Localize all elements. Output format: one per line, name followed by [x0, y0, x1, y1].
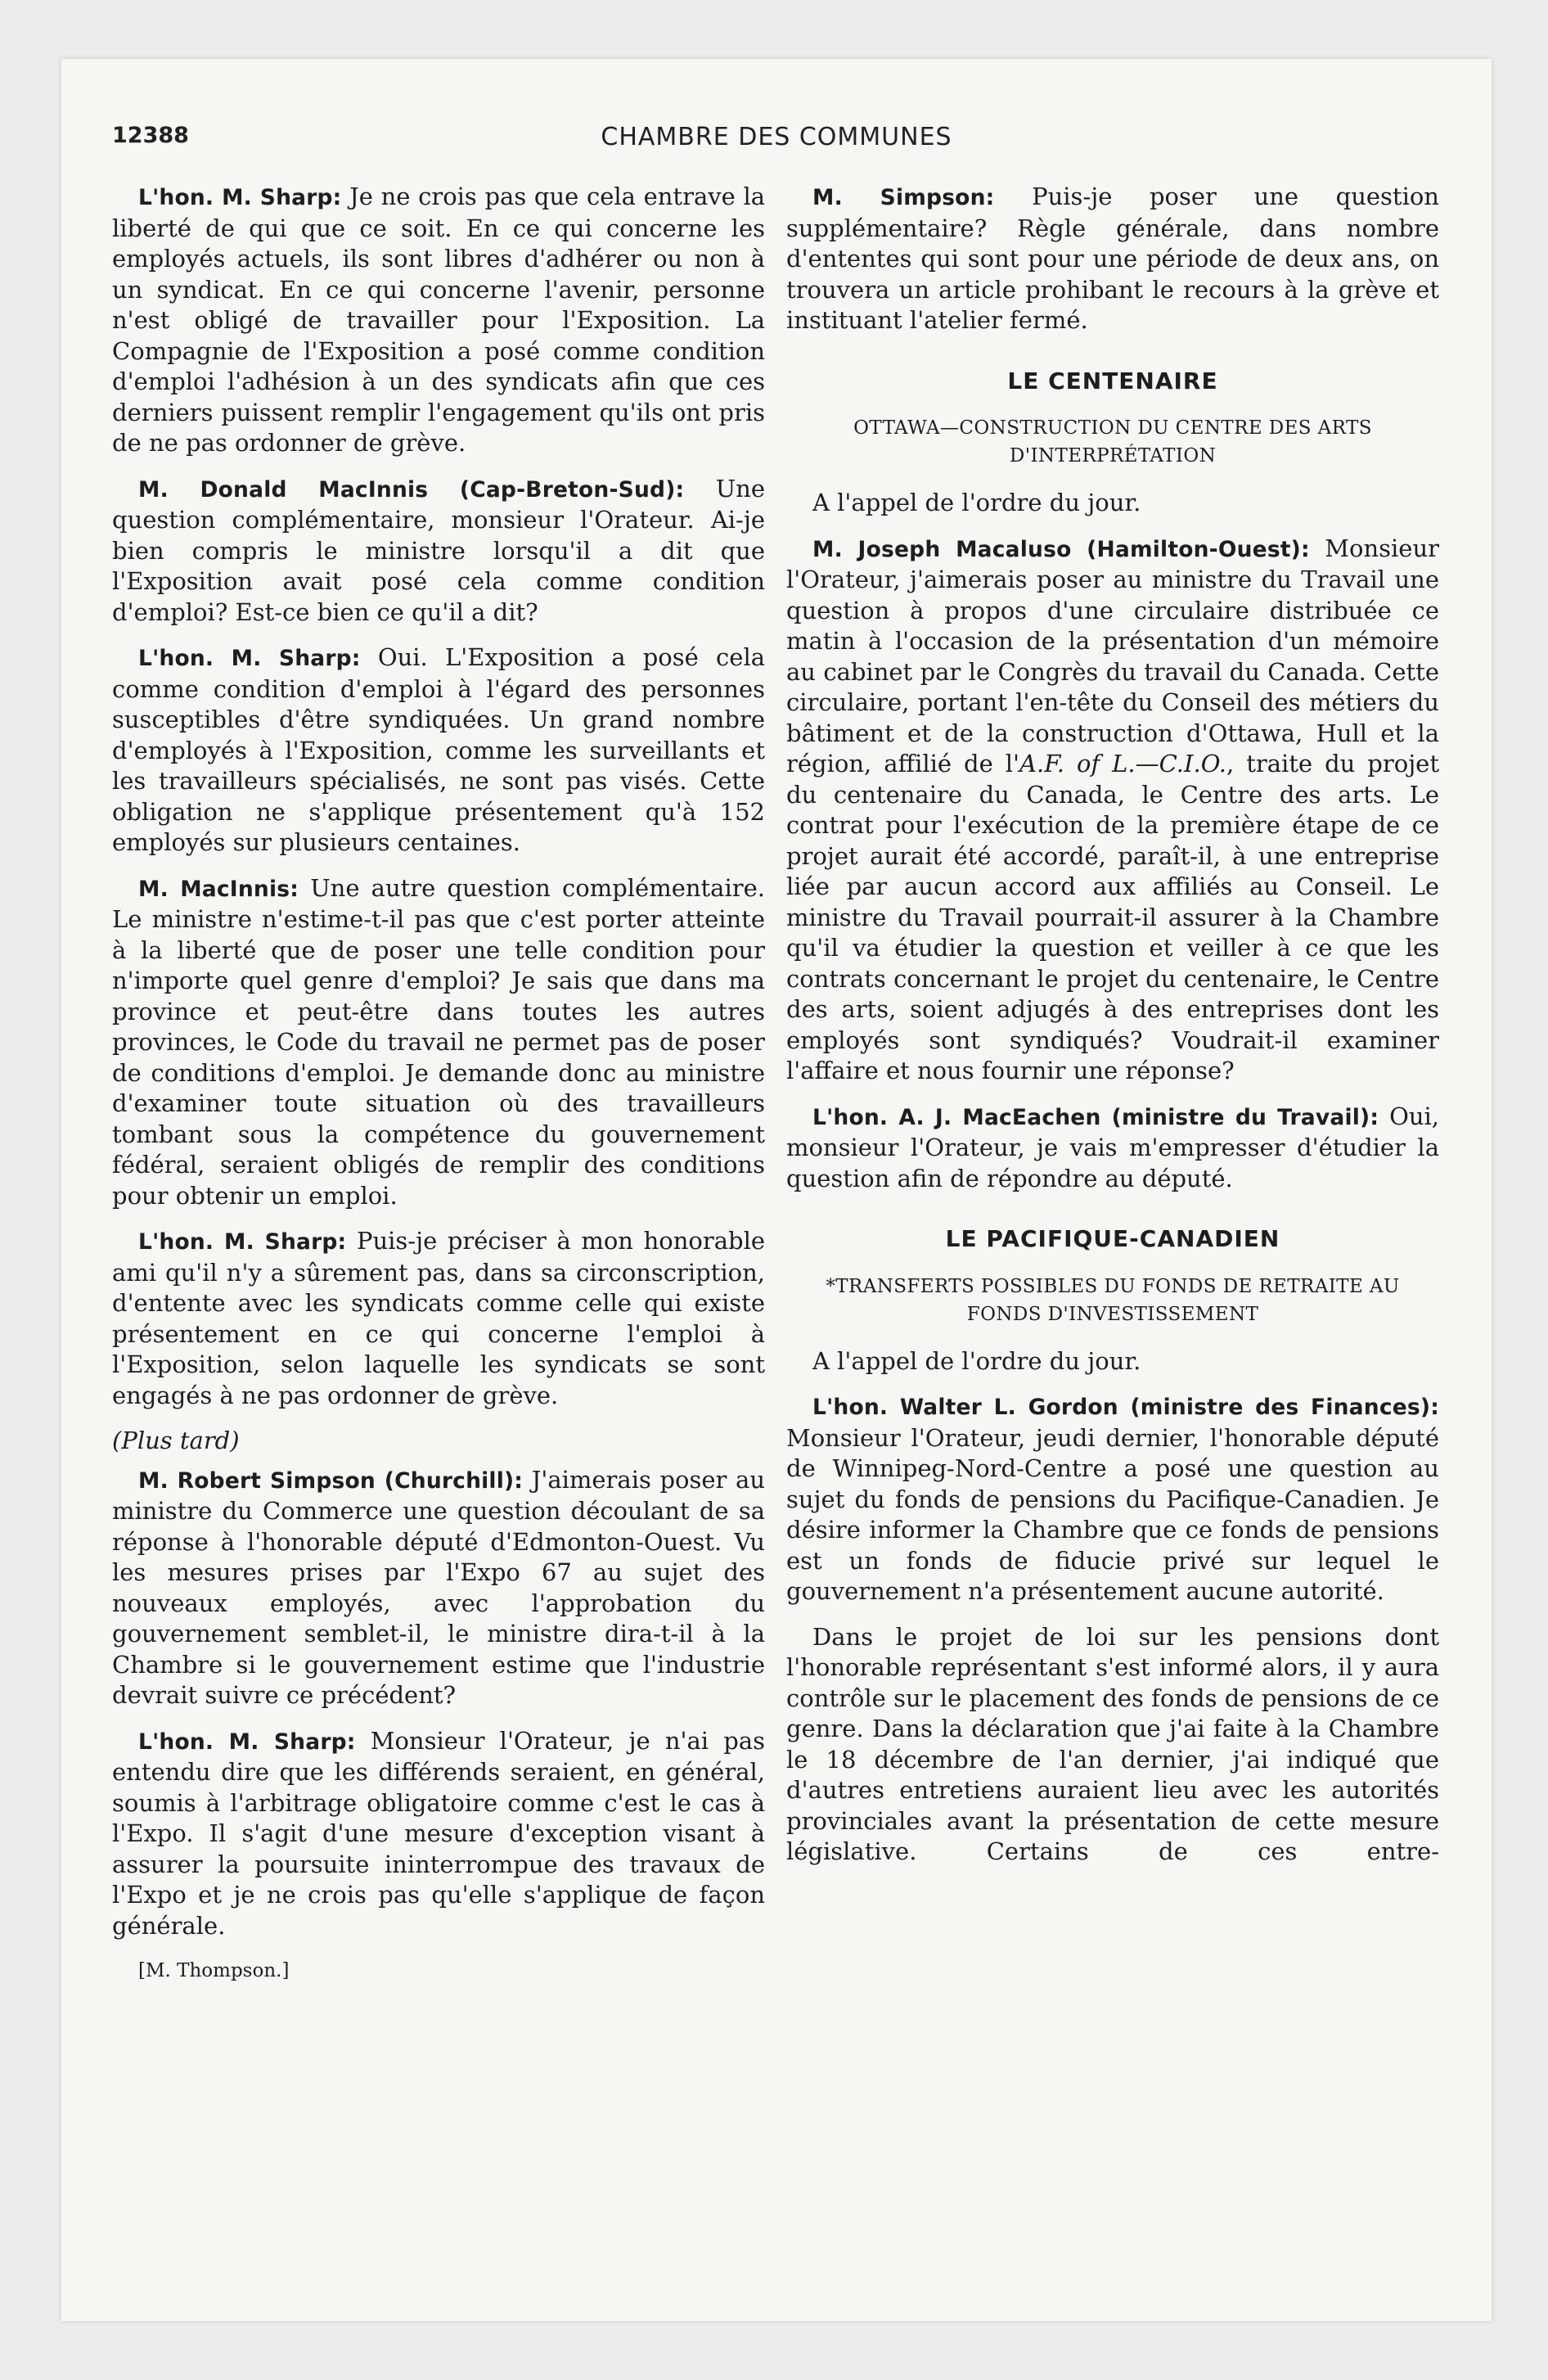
speech-text: Puis-je préciser à mon honorable ami qu'il n'y a sûrement pas, dans sa circonscription, d'entente avec les syndicats comme celle qui existe présentement en ce qui concerne l'emploi à l'Exposition, selon laquelle les syndicats se sont engagés à ne pas ordonner de grève. [112, 1227, 766, 1409]
page-number: 12388 [112, 123, 189, 148]
union-abbreviation: A.F. of L.—C.I.O. [1019, 750, 1226, 778]
speaker-name: L'hon. Walter L. Gordon (ministre des Finances): [812, 1395, 1439, 1420]
speaker-name: L'hon. M. Sharp: [138, 646, 361, 671]
paragraph [112, 474, 765, 629]
speaker-name: M. Robert Simpson (Churchill): [138, 1467, 524, 1494]
speech-text: Monsieur l'Orateur, je n'ai pas entendu dire que les différends seraient, en général, soumis à l'arbitrage obligatoire comme c'est le cas à l'Expo. Il s'agit d'une mesure d'exception visant à assurer la poursuite ininterrompue des travaux de l'Expo et je ne crois pas qu'elle s'applique de façon générale. [112, 1726, 766, 1940]
paragraph [786, 1391, 1439, 1607]
section-heading: LE PACIFIQUE-CANADIEN [945, 1225, 1280, 1252]
speech-text: , traite du projet du centenaire du Canada, le Centre des arts. Le contrat pour l'exécution de la première étape de ce projet aurait été accordé, paraît-il, à une entreprise liée par aucun accord aux affiliés au Conseil. Le ministre du Travail pourrait-il assurer à la Chambre qu'il va étudier la question et veiller à ce que les contrats concernant le projet du centenaire, le Centre des arts, soient adjugés à des entreprises dont les employés sont syndiqués? Voudrait-il examiner l'affaire et nous fournir une réponse? [786, 750, 1439, 1084]
paragraph [112, 1465, 765, 1711]
speech-text: Monsieur l'Orateur, jeudi dernier, l'honorable député de Winnipeg-Nord-Centre a posé une question au sujet du fonds de pensions du Pacifique-Canadien. Je désire informer la Chambre que ce fonds de pensions est un fonds de fiducie privé sur lequel le gouvernement n'a présentement aucune autorité. [786, 1423, 1439, 1605]
speaker-name: M. Joseph Macaluso (Hamilton-Ouest): [812, 536, 1310, 562]
speaker-name: L'hon. M. Sharp: [138, 185, 342, 210]
time-note: (Plus tard) [112, 1427, 240, 1454]
running-title: CHAMBRE DES COMMUNES [601, 123, 952, 151]
paragraph [786, 1102, 1439, 1195]
section-subheading: *TRANSFERTS POSSIBLES DU FONDS DE RETRAITE AU FONDS D'INVESTISSEMENT [826, 1275, 1400, 1325]
paragraph [112, 642, 765, 859]
section-heading: LE CENTENAIRE [1007, 367, 1218, 394]
page-signature: [M. Thompson.] [138, 1960, 290, 1981]
speech-text: J'aimerais poser au ministre du Commerce une question découlant de sa réponse à l'honorable député d'Edmonton-Ouest. Vu les mesures prises par l'Expo 67 au sujet des nouveaux employés, avec l'approbation du gouvernement semblet-il, le ministre dira-t-il à la Chambre si le gouvernement estime que l'industrie devrait suivre ce précédent? [112, 1465, 766, 1709]
speech-text: Je ne crois pas que cela entrave la liberté de qui que ce soit. En ce qui concerne les employés actuels, ils sont libres d'adhérer ou non à un syndicat. En ce qui concerne l'avenir, personne n'est obligé de travailler pour l'Exposition. La Compagnie de l'Exposition a posé comme condition d'emploi l'adhésion à un des syndicats afin que ces derniers puissent remplir l'engagement qu'ils ont pris de ne pas ordonner de grève. [112, 183, 766, 457]
speech-text: Oui, monsieur l'Orateur, je vais m'empresser d'étudier la question afin de répondre au député. [786, 1102, 1440, 1192]
paragraph [786, 182, 1439, 336]
document-page [61, 59, 1492, 2321]
speech-text: Puis-je poser une question supplémentaire? Règle générale, dans nombre d'ententes qui sont pour une période de deux ans, on trouvera un article prohibant le recours à la grève et instituant l'atelier fermé. [786, 183, 1439, 334]
speaker-name: L'hon. A. J. MacEachen (ministre du Travail): [812, 1104, 1379, 1130]
paragraph [112, 1226, 765, 1411]
paragraph [112, 182, 765, 459]
speaker-name: L'hon. M. Sharp: [138, 1229, 347, 1255]
speech-text: Monsieur l'Orateur, j'aimerais poser au ministre du Travail une question à propos d'une circulaire distribuée ce matin à l'occasion de la présentation d'un mémoire au cabinet par le Congrès du travail du Canada. Cette circulaire, portant l'en-tête du Conseil des métiers du bâtiment et de la construction d'Ottawa, Hull et la région, affilié de l' [786, 534, 1439, 778]
order-of-day: A l'appel de l'ordre du jour. [812, 489, 1141, 516]
speaker-name: M. MacInnis: [138, 876, 299, 902]
order-of-day: A l'appel de l'ordre du jour. [812, 1346, 1141, 1375]
left-column [112, 182, 765, 2002]
paragraph [112, 1726, 765, 1942]
paragraph [112, 873, 765, 1212]
speaker-name: M. Simpson: [812, 185, 995, 210]
section-subheading: OTTAWA—CONSTRUCTION DU CENTRE DES ARTS D'INTERPRÉTATION [853, 417, 1372, 467]
paragraph: Dans le projet de loi sur les pensions dont l'honorable représentant s'est informé alors, il y aura contrôle sur le placement des fonds de pensions de ce genre. Dans la déclaration que j'ai faite à la Chambre le 18 décembre de l'an dernier, j'ai indiqué que d'autres entretiens auraient lieu avec les autorités provinciales avant la présentation de cette mesure législative. Certains de ces entre- [786, 1622, 1439, 1865]
speaker-name: M. Donald MacInnis (Cap-Breton-Sud): [138, 476, 685, 503]
speech-text: Une question complémentaire, monsieur l'Orateur. Ai-je bien compris le ministre lorsqu'il a dit que l'Exposition avait posé cela comme condition d'emploi? Est-ce bien ce qu'il a dit? [112, 474, 765, 626]
paragraph [786, 534, 1439, 1087]
right-column [786, 182, 1439, 1882]
speech-text: Une autre question complémentaire. Le ministre n'estime-t-il pas que c'est porter atteinte à la liberté que de poser une telle condition pour n'importe quel genre d'emploi? Je sais que dans ma province et peut-être dans toutes les autres provinces, le Code du travail ne permet pas de poser de conditions d'emploi. Je demande donc au ministre d'examiner toute situation où des travailleurs tombant sous la compétence du gouvernement fédéral, seraient obligés de remplir des conditions pour obtenir un emploi. [112, 873, 765, 1210]
speaker-name: L'hon. M. Sharp: [138, 1729, 356, 1755]
speech-text: Oui. L'Exposition a posé cela comme condition d'emploi à l'égard des personnes susceptibles d'être syndiquées. Un grand nombre d'employés à l'Exposition, comme les surveillants et les travailleurs spécialisés, ne sont pas visés. Cette obligation ne s'applique présentement qu'à 152 employés sur plusieurs centaines. [112, 643, 766, 856]
